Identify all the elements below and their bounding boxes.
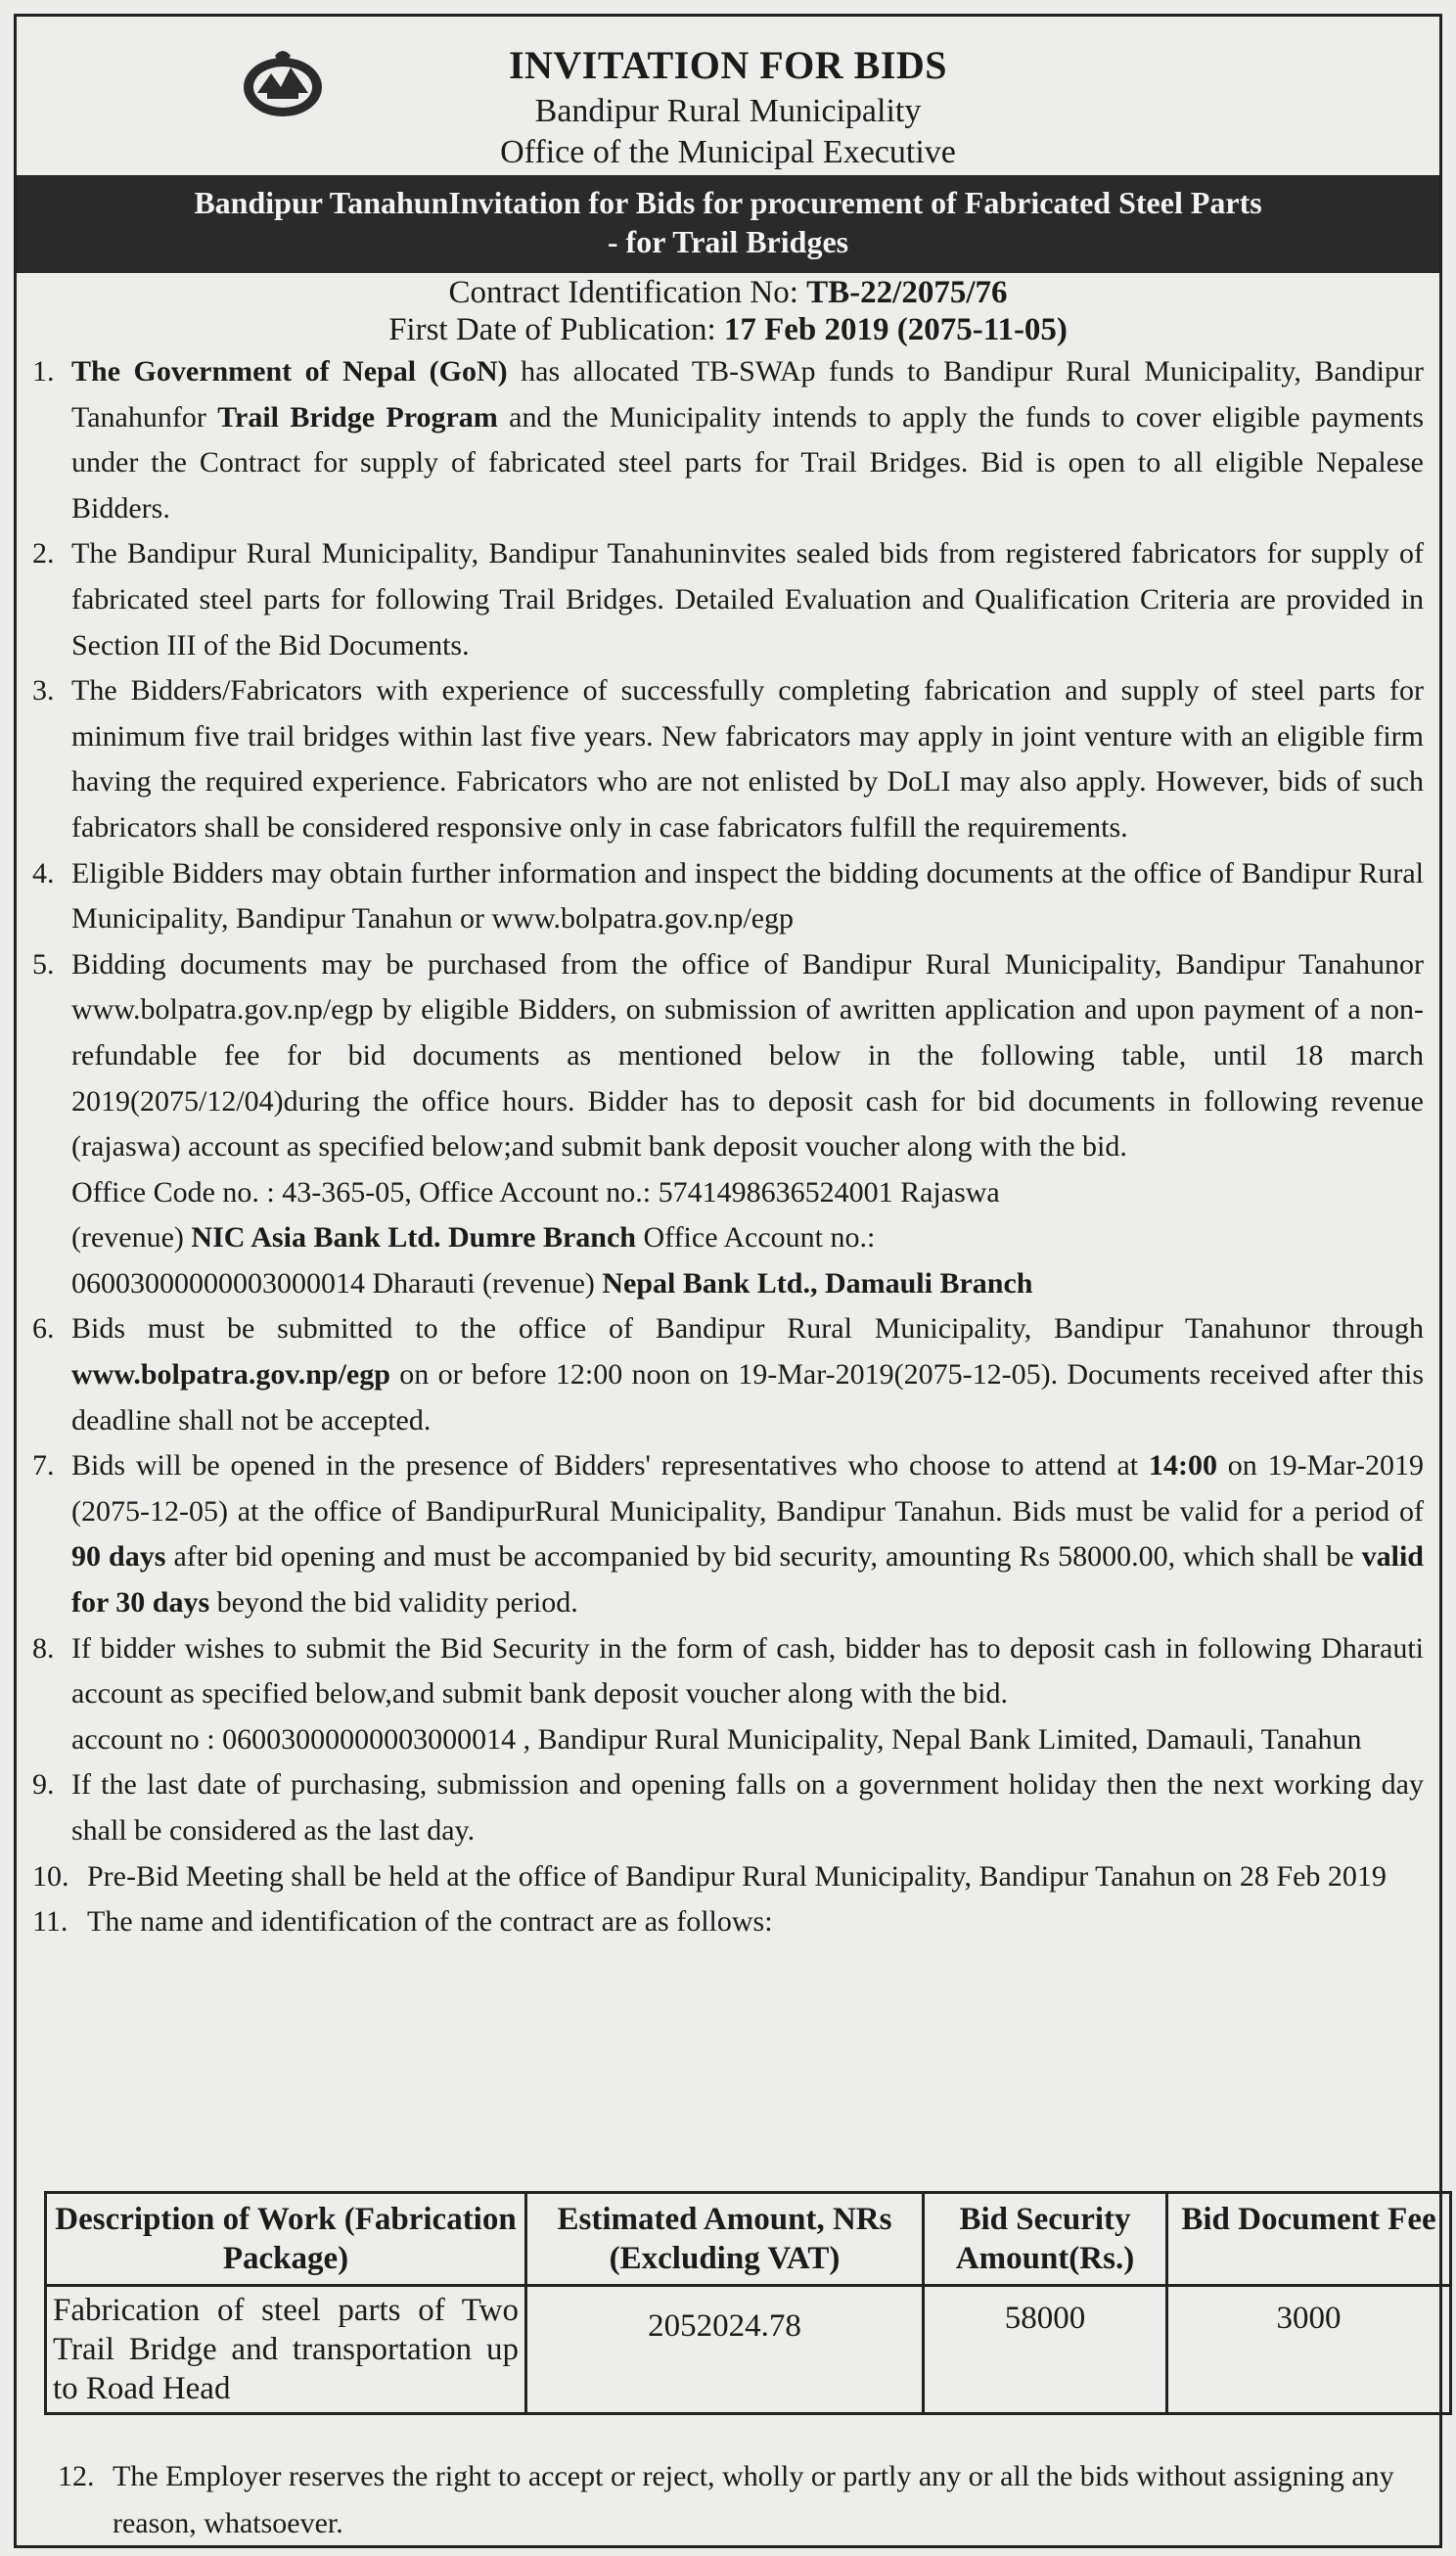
banner-line-2: - for Trail Bridges <box>607 224 849 259</box>
cell-amount: 2052024.78 <box>526 2286 924 2414</box>
title-banner <box>17 175 1439 273</box>
clause-11: 11. The name and identification of the contract are as follows: <box>32 1905 773 1939</box>
clause-2: 2. The Bandipur Rural Municipality, Bandipur Tanahuninvites sealed bids from registered fabricators for supply of fabricated steel parts for following Trail Bridges. Detailed Evaluation and Qualification Criteria are provided in Section III of the Bid Documents. <box>32 537 1424 662</box>
clause-9: 9. If the last date of purchasing, submission and opening falls on a government holiday then the next working day shall be considered as the last day. <box>32 1768 1424 1847</box>
header-bid-security: Bid Security Amount(Rs.) <box>924 2193 1167 2286</box>
table-header-row <box>46 2193 1451 2286</box>
clause-12: 12. The Employer reserves the right to accept or reject, wholly or partly any or all the bids without assigning any reason, whatsoever. <box>58 2460 1394 2539</box>
cell-description: Fabrication of steel parts of Two Trail Bridge and transportation up to Road Head <box>46 2286 526 2414</box>
header-estimated-amount: Estimated Amount, NRs (Excluding VAT) <box>526 2193 924 2286</box>
contract-id <box>17 275 1439 311</box>
publication-value: 17 Feb 2019 (2075-11-05) <box>723 312 1068 347</box>
contract-number: TB-22/2075/76 <box>806 275 1008 310</box>
contract-label: Contract Identification No: <box>448 275 798 310</box>
clause-10: 10. Pre-Bid Meeting shall be held at the office of Bandipur Rural Municipality, Bandipur Tanahun on 28 Feb 2019 <box>32 1859 1387 1893</box>
dharauti-account-line: 06003000000003000014 Dharauti (revenue) Nepal Bank Ltd., Damauli Branch <box>71 1266 1033 1300</box>
revenue-account-line: (revenue) NIC Asia Bank Ltd. Dumre Branch Office Account no.: <box>71 1221 876 1255</box>
banner-line-1: Bandipur TanahunInvitation for Bids for procurement of Fabricated Steel Parts <box>194 185 1262 220</box>
clause-3: 3. The Bidders/Fabricators with experience of successfully completing fabrication and supply of steel parts for minimum five trail bridges within last five years. New fabricators may apply in joint venture with an eligible firm having the required experience. Fabricators who are not enlisted by DoLI may also apply. However, bids of such fabricators shall be considered responsive only in case fabricators fulfill the requirements. <box>32 674 1424 844</box>
cell-security: 58000 <box>924 2286 1167 2414</box>
clause-5: 5. Bidding documents may be purchased from the office of Bandipur Rural Municipality, Bandipur Tanahunor www.bolpatra.gov.np/egp by eligible Bidders, on submission of awritten application and upon payment of a non-refundable fee for bid documents as mentioned below in the following table, until 18 march 2019(2075/12/04)during the office hours. Bidder has to deposit cash for bid documents in following revenue (rajaswa) account as specified below;and submit bank deposit voucher along with the bid. Office Code no. : 43-365-05, Office Account no.: 5741498636524001 Rajaswa (revenue) NIC Asia Bank Ltd. Dumre Branch Office Account no.: 06003000000003000014 Dharauti (revenue) Nepal Bank Ltd., Damauli Branch <box>32 947 1424 1300</box>
notice-title: INVITATION FOR BIDS <box>508 43 948 87</box>
clause-7: 7. Bids will be opened in the presence of Bidders' representatives who choose to attend at 14:00 on 19-Mar-2019 (2075-12-05) at the office of BandipurRural Municipality, Bandipur Tanahun. Bids must be valid for a period of 90 days after bid opening and must be accompanied by bid security, amounting Rs 58000.00, which shall be valid for 30 days beyond the bid validity period. <box>32 1449 1424 1620</box>
org-name: Bandipur Rural Municipality <box>534 93 922 129</box>
clause-1: 1. The Government of Nepal (GoN) has allocated TB-SWAp funds to Bandipur Rural Municipality, Bandipur Tanahunfor Trail Bridge Program and the Municipality intends to apply the funds to cover eligible payments under the Contract for supply of fabricated steel parts for Trail Bridges. Bid is open to all eligible Nepalese Bidders. <box>32 355 1425 525</box>
publication-label: First Date of Publication: <box>388 312 716 347</box>
header-description: Description of Work (Fabrication Package) <box>46 2193 526 2286</box>
office-code-line: Office Code no. : 43-365-05, Office Account no.: 5741498636524001 Rajaswa <box>71 1175 1000 1209</box>
clause-8: 8. If bidder wishes to submit the Bid Security in the form of cash, bidder has to deposit cash in following Dharauti account as specified below,and submit bank deposit voucher along with the bid. account no : 06003000000003000014 , Bandipur Rural Municipality, Nepal Bank Limited, Damauli, Tanahun <box>32 1631 1424 1756</box>
dharauti-account-detail: account no : 06003000000003000014 , Bandipur Rural Municipality, Nepal Bank Limited, Damauli, Tanahun <box>71 1722 1362 1756</box>
table-row <box>46 2286 1451 2414</box>
header-document-fee: Bid Document Fee <box>1167 2193 1451 2286</box>
notice-frame <box>14 14 1442 2548</box>
clause-6: 6. Bids must be submitted to the office of Bandipur Rural Municipality, Bandipur Tanahunor through www.bolpatra.gov.np/egp on or before 12:00 noon on 19-Mar-2019(2075-12-05). Documents received after this deadline shall not be accepted. <box>32 1312 1424 1437</box>
cell-fee: 3000 <box>1167 2286 1451 2414</box>
contract-table <box>44 2191 1452 2415</box>
clause-4: 4. Eligible Bidders may obtain further information and inspect the bidding documents at the office of Bandipur Rural Municipality, Bandipur Tanahun or www.bolpatra.gov.np/egp <box>32 856 1424 936</box>
notice-body <box>32 349 1424 1945</box>
publication-date <box>17 312 1439 348</box>
office-name: Office of the Municipal Executive <box>500 134 956 170</box>
